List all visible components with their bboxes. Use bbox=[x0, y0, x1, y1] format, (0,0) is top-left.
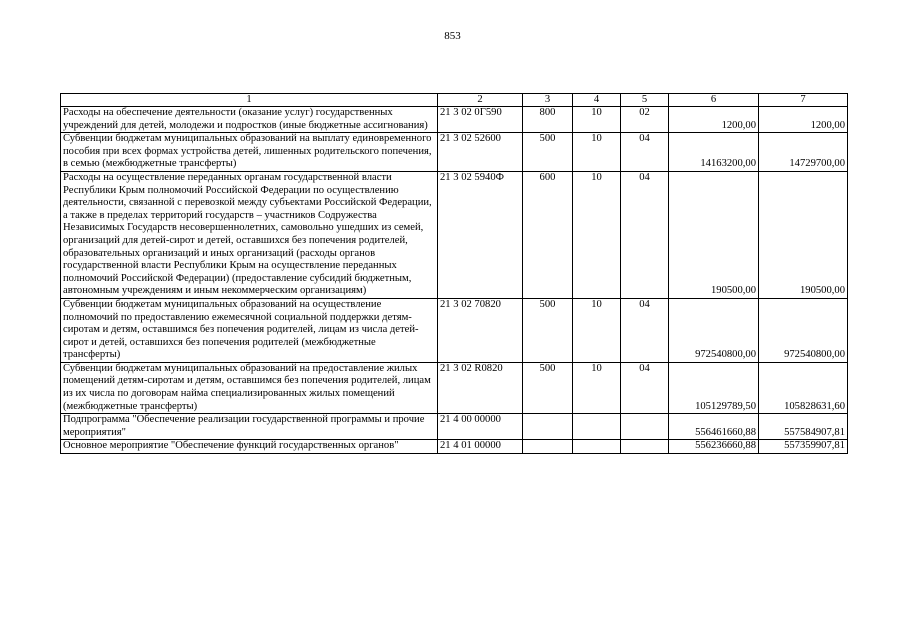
row-description: Расходы на осуществление переданных органам государственной власти Республики Крым полномочий Российской Федерации по осуществлению деятельности, связанной с перевозкой между субъектами Российской Федерации, а также в пределах территорий государств – участников Содружества Независимых Государств несовершеннолетних, самовольно ушедших из семей, организаций для детей-сирот и детей, оставшихся без попечения родителей, образовательных организаций и иных организаций (расходы органов государственной власти Республики Крым на осуществление переданных полномочий Российской Федерации) (предоставление субсидий бюджетным, автономным учреждениям и иным некоммерческим организациям) bbox=[61, 171, 438, 298]
row-col4 bbox=[573, 440, 621, 454]
row-amount-col6: 14163200,00 bbox=[669, 133, 759, 172]
table-row bbox=[61, 414, 848, 440]
row-description: Подпрограмма "Обеспечение реализации государственной программы и прочие мероприятия" bbox=[61, 414, 438, 440]
row-col5: 02 bbox=[621, 107, 669, 133]
table-header-row bbox=[61, 94, 848, 107]
row-amount-col6: 190500,00 bbox=[669, 171, 759, 298]
row-code: 21 4 00 00000 bbox=[438, 414, 523, 440]
row-col3: 500 bbox=[523, 298, 573, 362]
row-col4 bbox=[573, 414, 621, 440]
row-amount-col7: 190500,00 bbox=[759, 171, 848, 298]
row-col3 bbox=[523, 414, 573, 440]
row-description: Основное мероприятие "Обеспечение функций государственных органов" bbox=[61, 440, 438, 454]
row-code: 21 3 02 R0820 bbox=[438, 362, 523, 413]
row-col3: 600 bbox=[523, 171, 573, 298]
column-header-3: 3 bbox=[523, 94, 573, 107]
row-amount-col7: 557359907,81 bbox=[759, 440, 848, 454]
row-col3: 800 bbox=[523, 107, 573, 133]
column-header-4: 4 bbox=[573, 94, 621, 107]
row-code: 21 3 02 0Г590 bbox=[438, 107, 523, 133]
row-amount-col6: 556236660,88 bbox=[669, 440, 759, 454]
row-col3 bbox=[523, 440, 573, 454]
row-code: 21 3 02 52600 bbox=[438, 133, 523, 172]
row-col4: 10 bbox=[573, 298, 621, 362]
row-amount-col7: 14729700,00 bbox=[759, 133, 848, 172]
row-amount-col7: 557584907,81 bbox=[759, 414, 848, 440]
column-header-6: 6 bbox=[669, 94, 759, 107]
row-amount-col7: 1200,00 bbox=[759, 107, 848, 133]
column-header-7: 7 bbox=[759, 94, 848, 107]
column-header-1: 1 bbox=[61, 94, 438, 107]
table-row bbox=[61, 133, 848, 172]
row-description: Субвенции бюджетам муниципальных образований на предоставление жилых помещений детям-сиротам и детям, оставшимся без попечения родителей, лицам из их числа по договорам найма специализированных жилых помещений (межбюджетные трансферты) bbox=[61, 362, 438, 413]
row-col5: 04 bbox=[621, 133, 669, 172]
row-amount-col6: 556461660,88 bbox=[669, 414, 759, 440]
row-description: Субвенции бюджетам муниципальных образований на выплату единовременного пособия при всех формах устройства детей, лишенных родительского попечения, в семью (межбюджетные трансферты) bbox=[61, 133, 438, 172]
row-description: Субвенции бюджетам муниципальных образований на осуществление полномочий по предоставлению ежемесячной социальной поддержки детям-сиротам и детям, оставшимся без попечения родителей, лицам из числа детей-сирот и детей, оставшихся без попечения родителей (межбюджетные трансферты) bbox=[61, 298, 438, 362]
table-row bbox=[61, 171, 848, 298]
row-col3: 500 bbox=[523, 362, 573, 413]
column-header-5: 5 bbox=[621, 94, 669, 107]
row-amount-col6: 972540800,00 bbox=[669, 298, 759, 362]
row-col5: 04 bbox=[621, 298, 669, 362]
row-amount-col6: 105129789,50 bbox=[669, 362, 759, 413]
row-code: 21 3 02 70820 bbox=[438, 298, 523, 362]
row-col5 bbox=[621, 440, 669, 454]
row-col4: 10 bbox=[573, 171, 621, 298]
table-row bbox=[61, 107, 848, 133]
row-col4: 10 bbox=[573, 107, 621, 133]
row-code: 21 4 01 00000 bbox=[438, 440, 523, 454]
row-col5 bbox=[621, 414, 669, 440]
row-col4: 10 bbox=[573, 133, 621, 172]
row-col4: 10 bbox=[573, 362, 621, 413]
row-amount-col7: 105828631,60 bbox=[759, 362, 848, 413]
row-col3: 500 bbox=[523, 133, 573, 172]
row-amount-col7: 972540800,00 bbox=[759, 298, 848, 362]
table-row bbox=[61, 440, 848, 454]
budget-table bbox=[60, 93, 848, 454]
column-header-2: 2 bbox=[438, 94, 523, 107]
page-number: 853 bbox=[444, 30, 461, 42]
row-col5: 04 bbox=[621, 362, 669, 413]
row-description: Расходы на обеспечение деятельности (оказание услуг) государственных учреждений для детей, молодежи и подростков (иные бюджетные ассигнования) bbox=[61, 107, 438, 133]
row-col5: 04 bbox=[621, 171, 669, 298]
row-amount-col6: 1200,00 bbox=[669, 107, 759, 133]
table-row bbox=[61, 362, 848, 413]
row-code: 21 3 02 5940Ф bbox=[438, 171, 523, 298]
table-row bbox=[61, 298, 848, 362]
